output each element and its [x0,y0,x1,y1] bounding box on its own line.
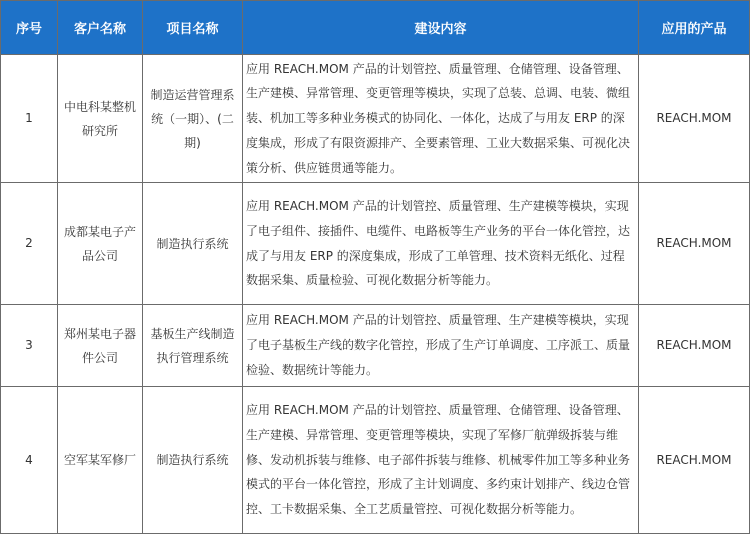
row-product: REACH.MOM [639,305,750,387]
row-index: 1 [1,55,58,183]
row-project: 制造执行系统 [143,183,243,305]
row-index: 3 [1,305,58,387]
row-content: 应用 REACH.MOM 产品的计划管控、质量管理、生产建模等模块，实现了电子组件、接插件、电缆件、电路板等生产业务的平台一体化管控，达成了与用友 ERP 的深度集成，形成了工单管理、技术资料无纸化、过程数据采集、质量检验、可视化数据分析等能力。 [243,183,639,305]
row-customer: 成都某电子产品公司 [58,183,143,305]
row-index: 2 [1,183,58,305]
row-project: 制造运营管理系统（一期）、(二期) [143,55,243,183]
row-project: 制造执行系统 [143,387,243,534]
row-customer: 空军某军修厂 [58,387,143,534]
table-row [1,305,750,387]
row-content: 应用 REACH.MOM 产品的计划管控、质量管理、仓储管理、设备管理、生产建模、异常管理、变更管理等模块，实现了总装、总调、电装、微组装、机加工等多种业务模式的协同化、一体化，达成了与用友 ERP 的深度集成，形成了有限资源排产、全要素管理、工业大数据采集、可视化决策分析、供应链贯通等能力。 [243,55,639,183]
table-row [1,55,750,183]
header-customer: 客户名称 [58,1,143,55]
row-product: REACH.MOM [639,183,750,305]
row-product: REACH.MOM [639,55,750,183]
row-content: 应用 REACH.MOM 产品的计划管控、质量管理、生产建模等模块，实现了电子基板生产线的数字化管控，形成了生产订单调度、工序派工、质量检验、数据统计等能力。 [243,305,639,387]
row-customer: 郑州某电子器件公司 [58,305,143,387]
table-header-row [1,1,750,55]
table-row [1,183,750,305]
header-product: 应用的产品 [639,1,750,55]
row-customer: 中电科某整机研究所 [58,55,143,183]
table-row [1,387,750,534]
header-content: 建设内容 [243,1,639,55]
row-product: REACH.MOM [639,387,750,534]
header-project: 项目名称 [143,1,243,55]
row-content: 应用 REACH.MOM 产品的计划管控、质量管理、仓储管理、设备管理、生产建模、异常管理、变更管理等模块，实现了军修厂航弹级拆装与维修、发动机拆装与维修、电子部件拆装与维修、机械零件加工等多种业务模式的平台一体化管控，形成了主计划调度、多约束计划排产、线边仓管控、工卡数据采集、全工艺质量管控、可视化数据分析等能力。 [243,387,639,534]
header-index: 序号 [1,1,58,55]
row-project: 基板生产线制造执行管理系统 [143,305,243,387]
row-index: 4 [1,387,58,534]
